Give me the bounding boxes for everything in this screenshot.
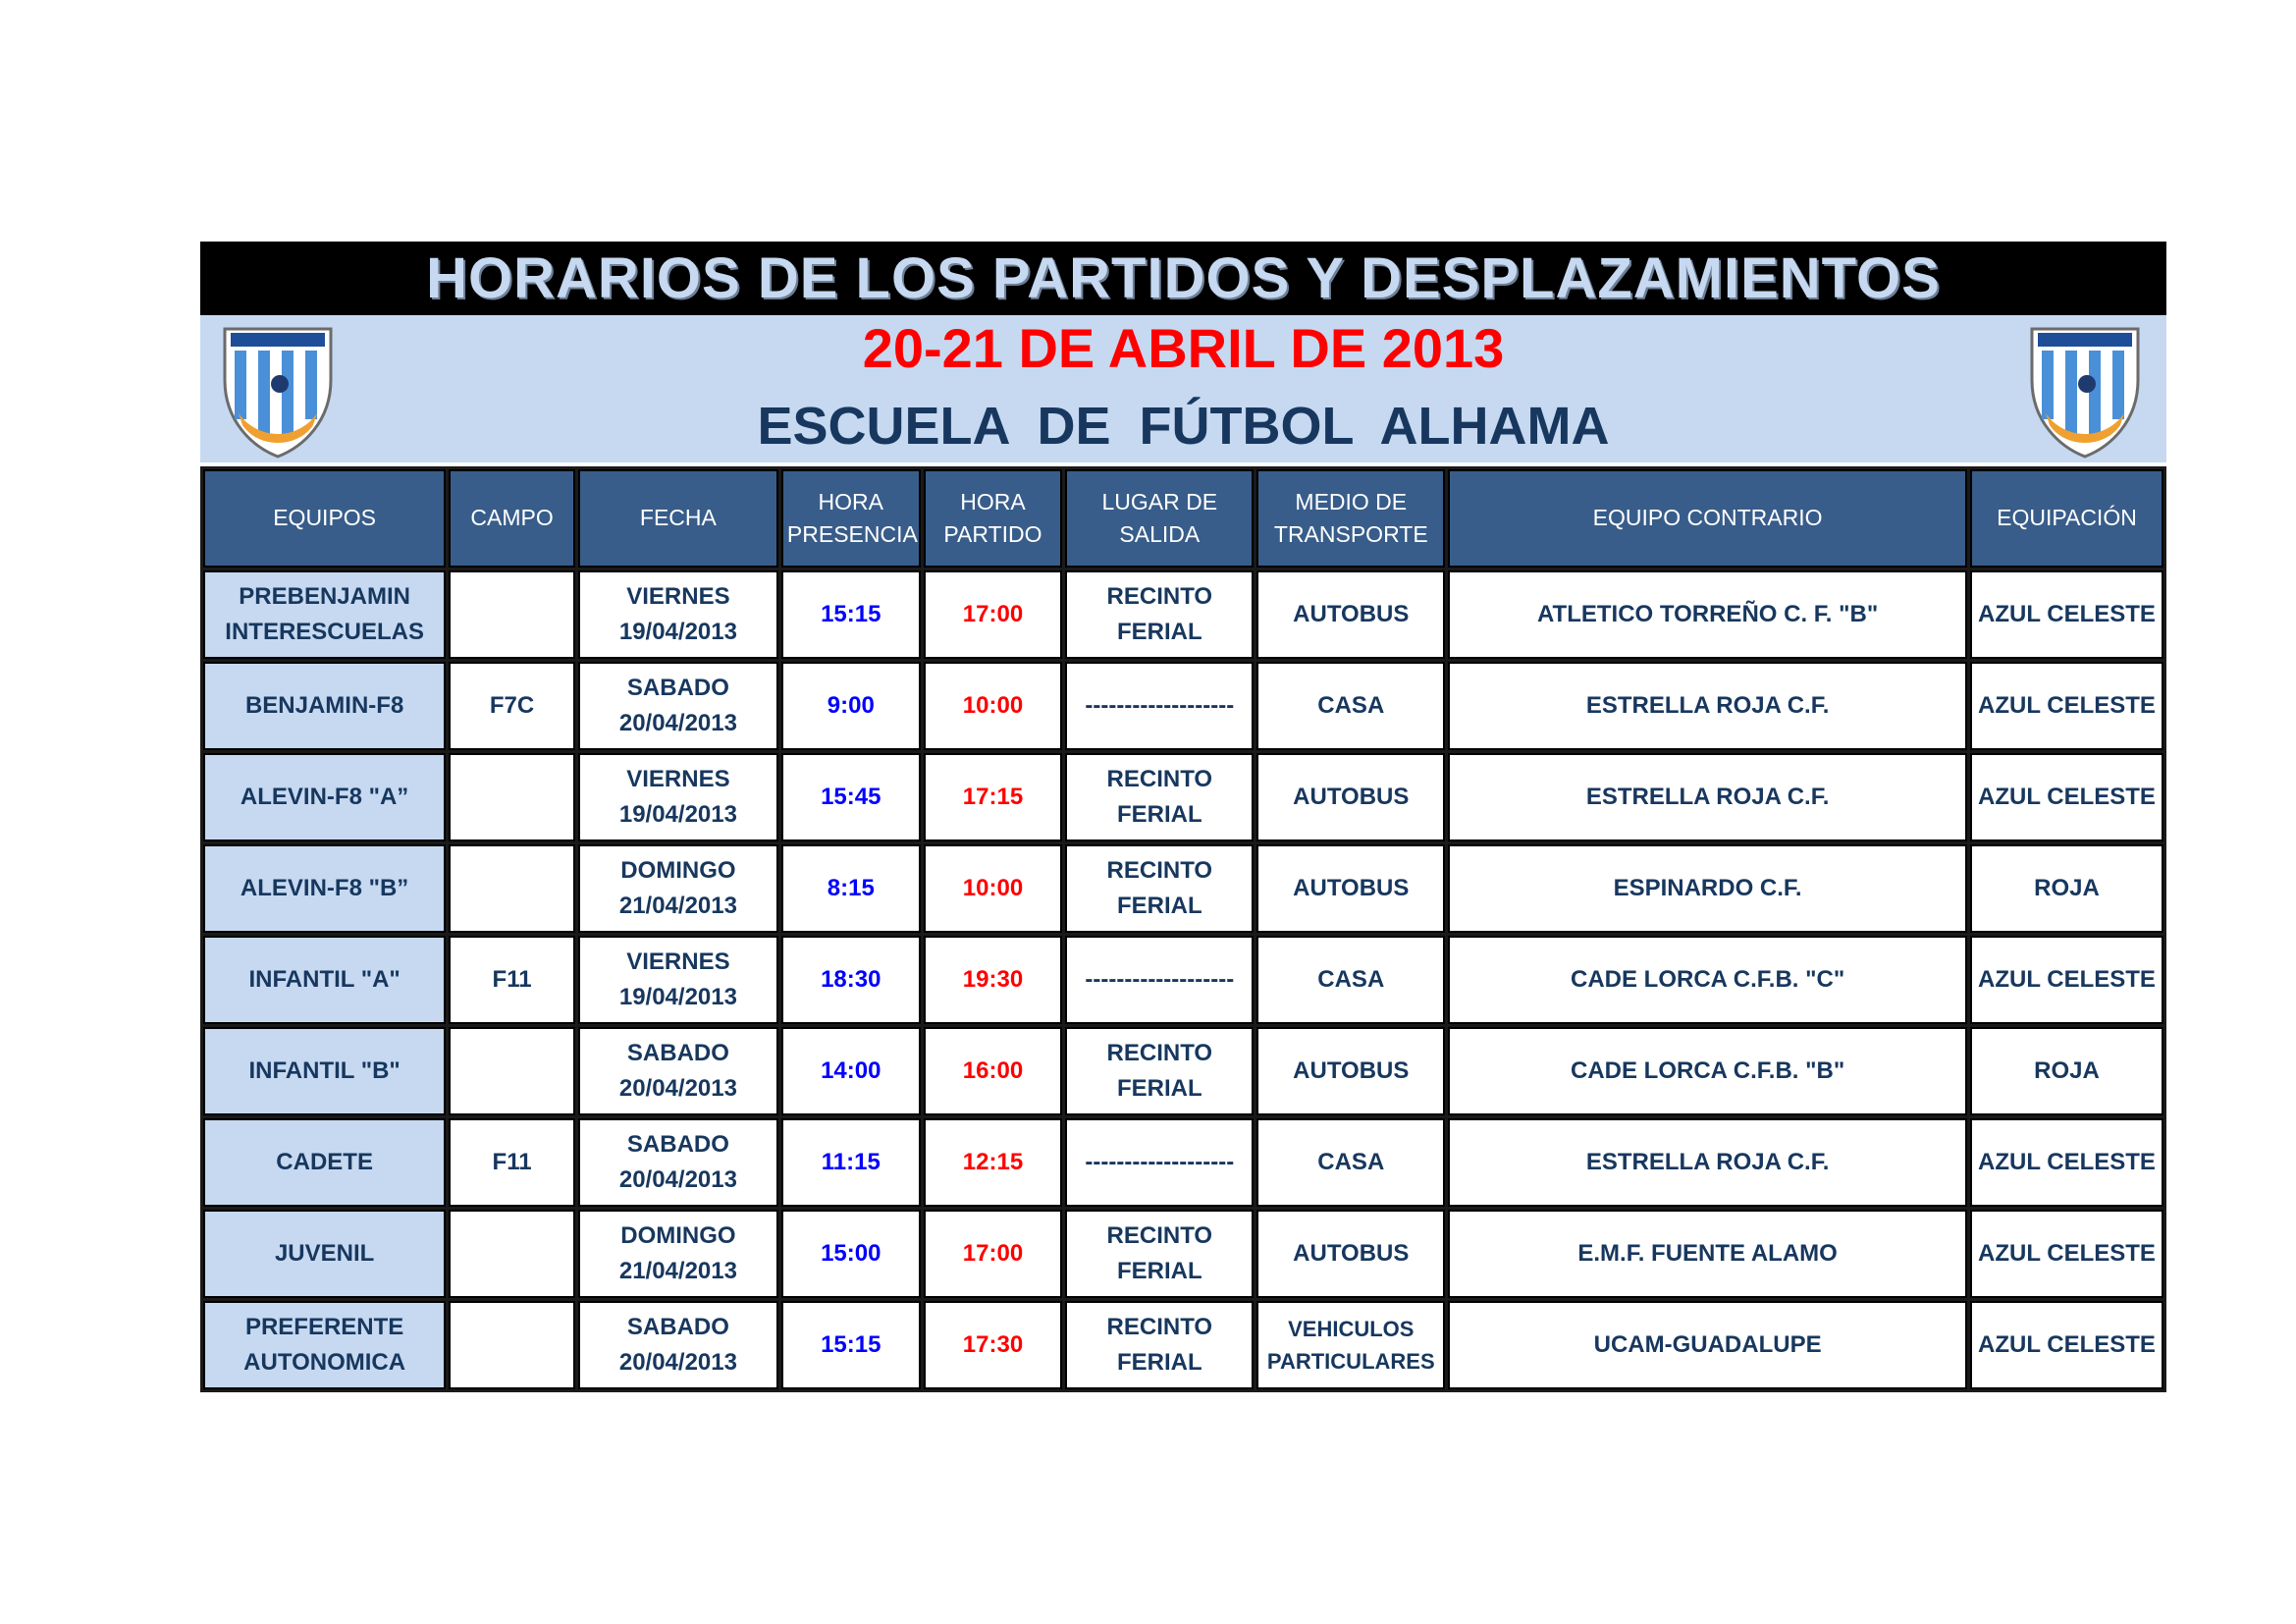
- cell-equipo-contrario: CADE LORCA C.F.B. "C": [1448, 936, 1967, 1024]
- cell-hora-partido: 16:00: [924, 1027, 1063, 1115]
- cell-campo: F7C: [449, 662, 575, 750]
- cell-fecha: DOMINGO 21/04/2013: [578, 1210, 778, 1298]
- cell-equipo-contrario: E.M.F. FUENTE ALAMO: [1448, 1210, 1967, 1298]
- cell-equipacion: AZUL CELESTE: [1970, 1301, 2163, 1389]
- column-header-lugar-salida: LUGAR DE SALIDA: [1065, 469, 1254, 568]
- column-header-fecha: FECHA: [578, 469, 778, 568]
- date-title: 20-21 DE ABRIL DE 2013: [862, 317, 1505, 379]
- cell-medio-transporte: AUTOBUS: [1256, 1027, 1445, 1115]
- cell-hora-presencia: 8:15: [781, 844, 921, 933]
- cell-campo: [449, 844, 575, 933]
- subheader: [200, 315, 2166, 462]
- schedule-table: [200, 466, 2166, 1392]
- cell-hora-partido: 10:00: [924, 844, 1063, 933]
- school-title: ESCUELA DE FÚTBOL ALHAMA: [757, 397, 1610, 456]
- column-header-campo: CAMPO: [449, 469, 575, 568]
- title-banner: [200, 242, 2166, 315]
- cell-fecha: VIERNES 19/04/2013: [578, 936, 778, 1024]
- cell-equipos: INFANTIL "A": [203, 936, 446, 1024]
- cell-hora-partido: 17:00: [924, 570, 1063, 659]
- cell-hora-presencia: 15:15: [781, 570, 921, 659]
- cell-campo: [449, 1027, 575, 1115]
- cell-equipos: CADETE: [203, 1118, 446, 1207]
- cell-medio-transporte: AUTOBUS: [1256, 844, 1445, 933]
- cell-campo: [449, 1210, 575, 1298]
- cell-lugar-salida: RECINTO FERIAL: [1065, 570, 1254, 659]
- cell-hora-partido: 12:15: [924, 1118, 1063, 1207]
- table-row: [203, 570, 2163, 659]
- cell-hora-presencia: 15:15: [781, 1301, 921, 1389]
- table-row: [203, 662, 2163, 750]
- cell-hora-partido: 17:15: [924, 753, 1063, 841]
- column-header-medio-transporte: MEDIO DE TRANSPORTE: [1256, 469, 1445, 568]
- cell-campo: F11: [449, 1118, 575, 1207]
- cell-equipacion: AZUL CELESTE: [1970, 1210, 2163, 1298]
- cell-hora-partido: 10:00: [924, 662, 1063, 750]
- cell-medio-transporte: AUTOBUS: [1256, 753, 1445, 841]
- cell-equipos: INFANTIL "B": [203, 1027, 446, 1115]
- cell-equipacion: ROJA: [1970, 844, 2163, 933]
- cell-fecha: SABADO 20/04/2013: [578, 662, 778, 750]
- cell-campo: F11: [449, 936, 575, 1024]
- club-crest-icon: [2023, 323, 2147, 460]
- cell-hora-presencia: 11:15: [781, 1118, 921, 1207]
- cell-equipos: JUVENIL: [203, 1210, 446, 1298]
- cell-medio-transporte: AUTOBUS: [1256, 1210, 1445, 1298]
- cell-medio-transporte: CASA: [1256, 662, 1445, 750]
- table-row: [203, 1118, 2163, 1207]
- cell-lugar-salida: RECINTO FERIAL: [1065, 1301, 1254, 1389]
- cell-hora-partido: 17:30: [924, 1301, 1063, 1389]
- cell-equipacion: AZUL CELESTE: [1970, 1118, 2163, 1207]
- cell-medio-transporte: VEHICULOS PARTICULARES: [1256, 1301, 1445, 1389]
- cell-equipo-contrario: ESTRELLA ROJA C.F.: [1448, 753, 1967, 841]
- cell-lugar-salida: -------------------: [1065, 936, 1254, 1024]
- column-header-equipacion: EQUIPACIÓN: [1970, 469, 2163, 568]
- cell-hora-presencia: 14:00: [781, 1027, 921, 1115]
- cell-hora-presencia: 9:00: [781, 662, 921, 750]
- cell-equipo-contrario: ATLETICO TORREÑO C. F. "B": [1448, 570, 1967, 659]
- cell-fecha: SABADO 20/04/2013: [578, 1301, 778, 1389]
- cell-campo: [449, 753, 575, 841]
- cell-equipacion: ROJA: [1970, 1027, 2163, 1115]
- cell-fecha: SABADO 20/04/2013: [578, 1027, 778, 1115]
- cell-campo: [449, 570, 575, 659]
- table-row: [203, 1301, 2163, 1389]
- cell-equipo-contrario: CADE LORCA C.F.B. "B": [1448, 1027, 1967, 1115]
- cell-hora-partido: 19:30: [924, 936, 1063, 1024]
- cell-equipo-contrario: ESPINARDO C.F.: [1448, 844, 1967, 933]
- cell-medio-transporte: CASA: [1256, 936, 1445, 1024]
- table-row: [203, 844, 2163, 933]
- table-row: [203, 753, 2163, 841]
- cell-fecha: SABADO 20/04/2013: [578, 1118, 778, 1207]
- column-header-hora-presencia: HORA PRESENCIA: [781, 469, 921, 568]
- cell-hora-presencia: 15:00: [781, 1210, 921, 1298]
- cell-fecha: DOMINGO 21/04/2013: [578, 844, 778, 933]
- cell-fecha: VIERNES 19/04/2013: [578, 753, 778, 841]
- cell-equipos: ALEVIN-F8 "B”: [203, 844, 446, 933]
- table-row: [203, 936, 2163, 1024]
- cell-hora-presencia: 18:30: [781, 936, 921, 1024]
- cell-lugar-salida: RECINTO FERIAL: [1065, 1027, 1254, 1115]
- cell-fecha: VIERNES 19/04/2013: [578, 570, 778, 659]
- cell-equipos: PREBENJAMIN INTERESCUELAS: [203, 570, 446, 659]
- cell-lugar-salida: RECINTO FERIAL: [1065, 753, 1254, 841]
- table-header-row: [203, 469, 2163, 568]
- cell-hora-partido: 17:00: [924, 1210, 1063, 1298]
- cell-equipo-contrario: ESTRELLA ROJA C.F.: [1448, 1118, 1967, 1207]
- table-row: [203, 1027, 2163, 1115]
- cell-lugar-salida: -------------------: [1065, 1118, 1254, 1207]
- cell-equipo-contrario: UCAM-GUADALUPE: [1448, 1301, 1967, 1389]
- cell-campo: [449, 1301, 575, 1389]
- cell-hora-presencia: 15:45: [781, 753, 921, 841]
- cell-equipos: PREFERENTE AUTONOMICA: [203, 1301, 446, 1389]
- cell-equipacion: AZUL CELESTE: [1970, 662, 2163, 750]
- column-header-equipos: EQUIPOS: [203, 469, 446, 568]
- table-row: [203, 1210, 2163, 1298]
- cell-lugar-salida: -------------------: [1065, 662, 1254, 750]
- cell-equipos: ALEVIN-F8 "A”: [203, 753, 446, 841]
- cell-equipacion: AZUL CELESTE: [1970, 570, 2163, 659]
- cell-medio-transporte: AUTOBUS: [1256, 570, 1445, 659]
- column-header-equipo-contrario: EQUIPO CONTRARIO: [1448, 469, 1967, 568]
- cell-equipos: BENJAMIN-F8: [203, 662, 446, 750]
- page-title: HORARIOS DE LOS PARTIDOS Y DESPLAZAMIENTOS: [426, 246, 1941, 310]
- schedule-sheet: [200, 242, 2166, 1392]
- cell-equipacion: AZUL CELESTE: [1970, 753, 2163, 841]
- cell-equipo-contrario: ESTRELLA ROJA C.F.: [1448, 662, 1967, 750]
- column-header-hora-partido: HORA PARTIDO: [924, 469, 1063, 568]
- cell-lugar-salida: RECINTO FERIAL: [1065, 844, 1254, 933]
- cell-lugar-salida: RECINTO FERIAL: [1065, 1210, 1254, 1298]
- cell-equipacion: AZUL CELESTE: [1970, 936, 2163, 1024]
- cell-medio-transporte: CASA: [1256, 1118, 1445, 1207]
